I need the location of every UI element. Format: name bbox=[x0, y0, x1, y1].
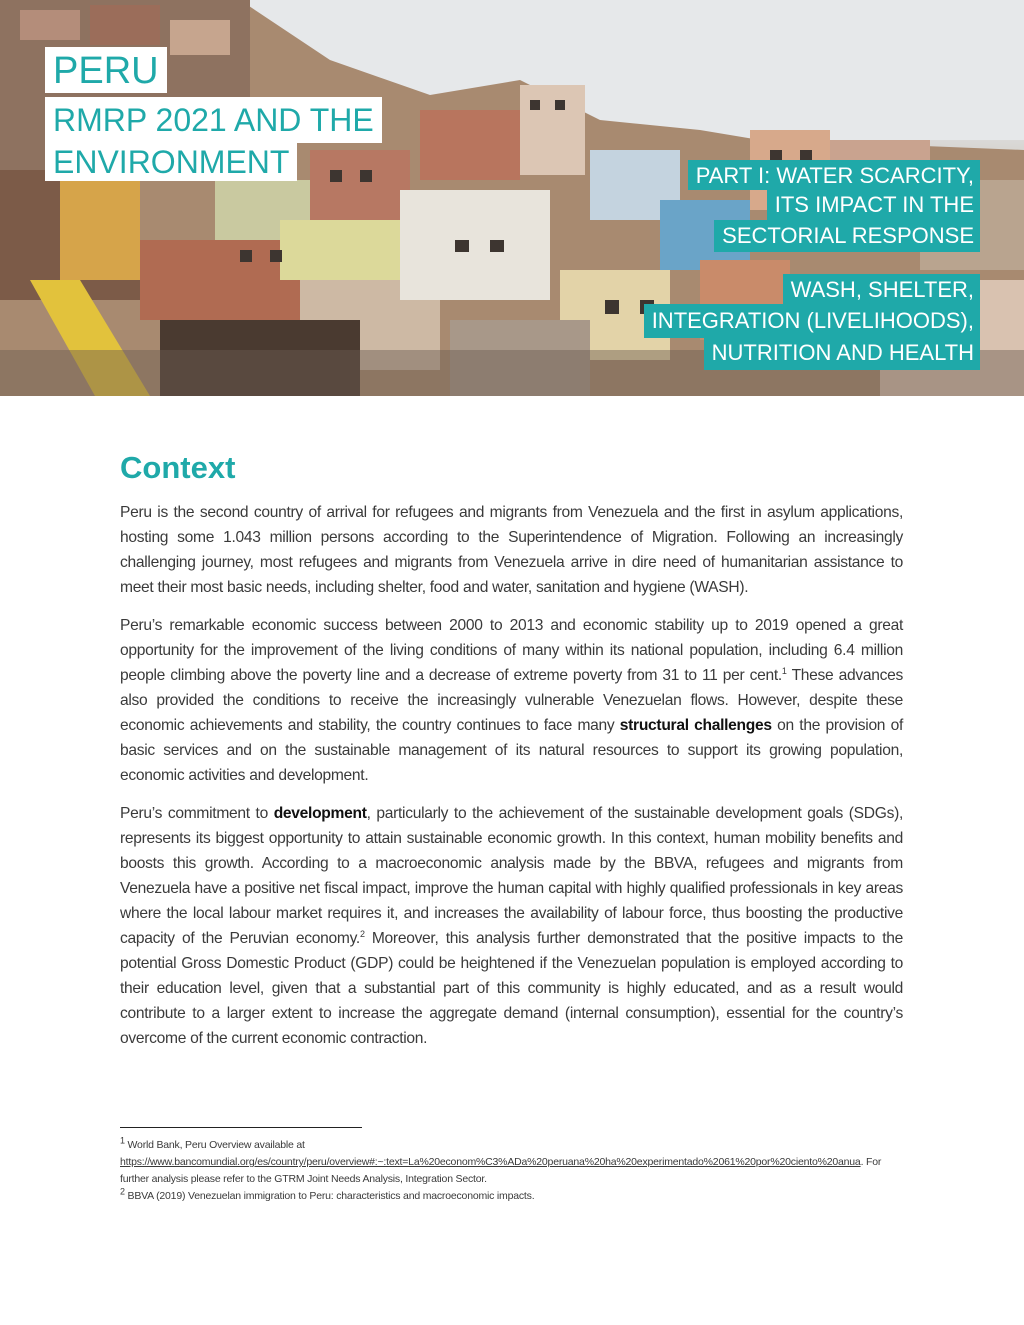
part-label-line-2: ITS IMPACT IN THE bbox=[767, 190, 980, 220]
footnotes bbox=[120, 1137, 903, 1205]
footnote-2-number: 2 bbox=[120, 1186, 125, 1197]
footnote-2-text: BBVA (2019) Venezuelan immigration to Peru: characteristics and macroeconomic impacts. bbox=[124, 1190, 535, 1202]
sector-label-line-2: INTEGRATION (LIVELIHOODS), bbox=[644, 304, 980, 338]
paragraph-3-text-a: Peru’s commitment to bbox=[120, 805, 274, 822]
footnote-1-continued bbox=[120, 1154, 903, 1188]
part-label-line-1: PART I: WATER SCARCITY, bbox=[688, 160, 980, 190]
footnote-divider bbox=[120, 1127, 362, 1128]
footnote-1-text: World Bank, Peru Overview available at bbox=[124, 1139, 305, 1151]
title-country: PERU bbox=[45, 47, 167, 93]
paragraph-3-text-c: Moreover, this analysis further demonstrated that the positive impacts to the potential Gross Domestic Product (GDP) could be heightened if the Venezuelan population is employed according to their education level, given that a substantial part of this community is highly educated, and as a result would contribute to a larger extent to increase the aggregate demand (internal consumption), essential for the country’s overcome of the current economic contraction. bbox=[120, 930, 903, 1047]
footnote-1-link[interactable]: https://www.bancomundial.org/es/country/peru/overview#:~:text=La%20econom%C3%ADa%20peruana%20ha%20experimentado%2061%20por%20ciento%20anua bbox=[120, 1156, 861, 1168]
title-line-2: ENVIRONMENT bbox=[45, 143, 297, 181]
hero-photo bbox=[0, 0, 1024, 396]
paragraph-3 bbox=[120, 801, 903, 1051]
footnote-1 bbox=[120, 1137, 903, 1154]
footnote-ref-2[interactable]: 2 bbox=[359, 928, 365, 939]
paragraph-1: Peru is the second country of arrival for refugees and migrants from Venezuela and the first in asylum applications, hosting some 1.043 million persons according to the Superintendence of Migration. Following an increasingly challenging journey, most refugees and migrants from Venezuela arrive in dire need of humanitarian assistance to meet their most basic needs, including shelter, food and water, sanitation and hygiene (WASH). bbox=[120, 504, 903, 596]
paragraph-2-text-c: on the provision of basic services and on the sustainable management of its natural resources to support its growing population, economic activities and development. bbox=[120, 717, 903, 784]
paragraph-2-text-b: These advances also provided the conditions to receive the increasingly vulnerable Venezuelan flows. However, despite these economic achievements and stability, the country continues to face many bbox=[120, 667, 903, 734]
paragraph-3-text-b: , particularly to the achievement of the sustainable development goals (SDGs), represents its biggest opportunity to attain sustainable economic growth. In this context, human mobility benefits and boosts this growth. According to a macroeconomic analysis made by the BBVA, refugees and migrants from Venezuela have a positive net fiscal impact, improve the human capital with highly qualified professionals in key areas where the local labour market requires it, and increases the availability of labour force, thus boosting the productive capacity of the Peruvian economy. bbox=[120, 805, 903, 947]
footnote-2 bbox=[120, 1188, 903, 1205]
sector-label-line-1: WASH, SHELTER, bbox=[783, 274, 980, 304]
footnote-ref-1[interactable]: 1 bbox=[781, 665, 787, 676]
footnote-1-number: 1 bbox=[120, 1135, 125, 1146]
part-label-line-3: SECTORIAL RESPONSE bbox=[714, 220, 980, 252]
footnote-1-after: . For further analysis please refer to the GTRM Joint Needs Analysis, Integration Sector. bbox=[120, 1156, 882, 1185]
emphasis-structural-challenges: structural challenges bbox=[619, 717, 772, 734]
sector-label-line-3: NUTRITION AND HEALTH bbox=[704, 338, 980, 370]
title-line-1: RMRP 2021 AND THE bbox=[45, 97, 382, 143]
emphasis-development: development bbox=[273, 805, 367, 822]
paragraph-2 bbox=[120, 613, 903, 788]
section-heading: Context bbox=[120, 450, 236, 485]
paragraph-2-text-a: Peru’s remarkable economic success between 2000 to 2013 and economic stability up to 2019 opened a great opportunity for the improvement of the living conditions of many within its national population, including 6.4 million people climbing above the poverty line and a decrease of extreme poverty from 31 to 11 per cent. bbox=[120, 617, 903, 684]
context-section bbox=[120, 448, 903, 1064]
